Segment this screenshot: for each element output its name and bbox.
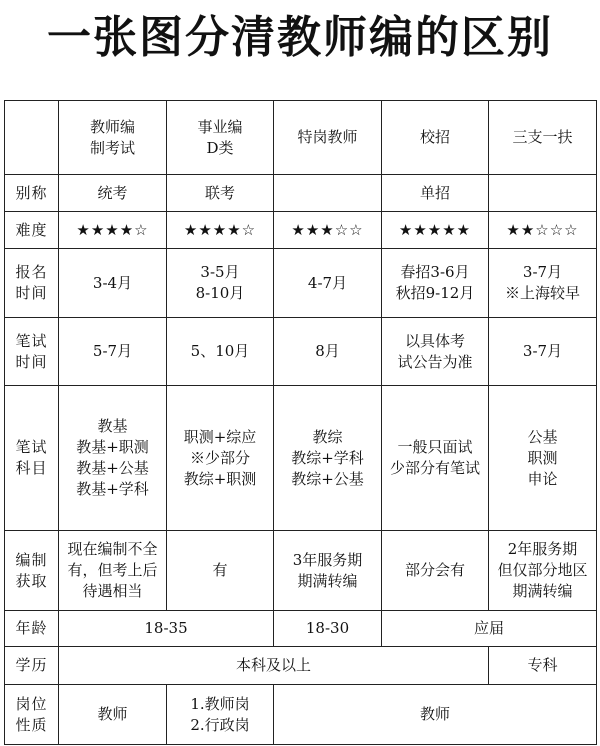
table-cell: 教综 教综+学科 教综+公基 bbox=[274, 386, 382, 531]
table-cell: 18-30 bbox=[274, 611, 382, 647]
table-cell: 联考 bbox=[167, 175, 274, 212]
table-cell: 本科及以上 bbox=[59, 647, 489, 685]
page-title: 一张图分清教师编的区别 bbox=[47, 12, 553, 63]
row-label: 学历 bbox=[5, 647, 59, 685]
row-establishment bbox=[5, 531, 597, 611]
row-alias bbox=[5, 175, 597, 212]
table-cell: 专科 bbox=[489, 647, 597, 685]
row-label: 岗位 性质 bbox=[5, 685, 59, 745]
table-cell: 教师 bbox=[274, 685, 597, 745]
table-cell: 教基 教基+职测 教基+公基 教基+学科 bbox=[59, 386, 167, 531]
header-campus-recruitment: 校招 bbox=[382, 101, 489, 175]
table-cell: 2年服务期 但仅部分地区 期满转编 bbox=[489, 531, 597, 611]
table-cell: 应届 bbox=[382, 611, 597, 647]
row-apply-time bbox=[5, 249, 597, 318]
table-cell: 以具体考 试公告为准 bbox=[382, 318, 489, 386]
row-exam-time bbox=[5, 318, 597, 386]
row-label: 编制 获取 bbox=[5, 531, 59, 611]
row-label: 笔试 科目 bbox=[5, 386, 59, 531]
table-cell: 公基 职测 申论 bbox=[489, 386, 597, 531]
row-subjects bbox=[5, 386, 597, 531]
star-rating: ★★☆☆☆ bbox=[489, 212, 597, 249]
header-three-supports: 三支一扶 bbox=[489, 101, 597, 175]
table-cell: 1.教师岗 2.行政岗 bbox=[167, 685, 274, 745]
star-rating: ★★★★★ bbox=[382, 212, 489, 249]
table-cell: 有 bbox=[167, 531, 274, 611]
row-label: 笔试 时间 bbox=[5, 318, 59, 386]
header-special-post-teacher: 特岗教师 bbox=[274, 101, 382, 175]
row-position bbox=[5, 685, 597, 745]
table-cell bbox=[489, 175, 597, 212]
row-education bbox=[5, 647, 597, 685]
table-cell: 5、10月 bbox=[167, 318, 274, 386]
table-cell: 一般只面试 少部分有笔试 bbox=[382, 386, 489, 531]
table-cell: 18-35 bbox=[59, 611, 274, 647]
comparison-table bbox=[4, 100, 597, 745]
row-label: 难度 bbox=[5, 212, 59, 249]
table-cell: 单招 bbox=[382, 175, 489, 212]
header-row bbox=[5, 101, 597, 175]
table-cell: 职测+综应 ※少部分 教综+职测 bbox=[167, 386, 274, 531]
table-cell: 春招3-6月 秋招9-12月 bbox=[382, 249, 489, 318]
star-rating: ★★★★☆ bbox=[59, 212, 167, 249]
table-cell: 3-5月 8-10月 bbox=[167, 249, 274, 318]
star-rating: ★★★☆☆ bbox=[274, 212, 382, 249]
header-public-institution-d: 事业编 D类 bbox=[167, 101, 274, 175]
table-cell: 3年服务期 期满转编 bbox=[274, 531, 382, 611]
row-label: 别称 bbox=[5, 175, 59, 212]
table-cell: 现在编制不全 有，但考上后 待遇相当 bbox=[59, 531, 167, 611]
row-difficulty bbox=[5, 212, 597, 249]
table-cell: 统考 bbox=[59, 175, 167, 212]
corner-cell bbox=[5, 101, 59, 175]
table-cell: 5-7月 bbox=[59, 318, 167, 386]
row-label: 年龄 bbox=[5, 611, 59, 647]
table-cell: 3-4月 bbox=[59, 249, 167, 318]
table-cell: 4-7月 bbox=[274, 249, 382, 318]
star-rating: ★★★★☆ bbox=[167, 212, 274, 249]
header-teacher-exam: 教师编 制考试 bbox=[59, 101, 167, 175]
table-cell: 教师 bbox=[59, 685, 167, 745]
row-label: 报名 时间 bbox=[5, 249, 59, 318]
table-cell: 部分会有 bbox=[382, 531, 489, 611]
table-cell: 8月 bbox=[274, 318, 382, 386]
table-cell bbox=[274, 175, 382, 212]
table-cell: 3-7月 ※上海较早 bbox=[489, 249, 597, 318]
table-cell: 3-7月 bbox=[489, 318, 597, 386]
row-age bbox=[5, 611, 597, 647]
